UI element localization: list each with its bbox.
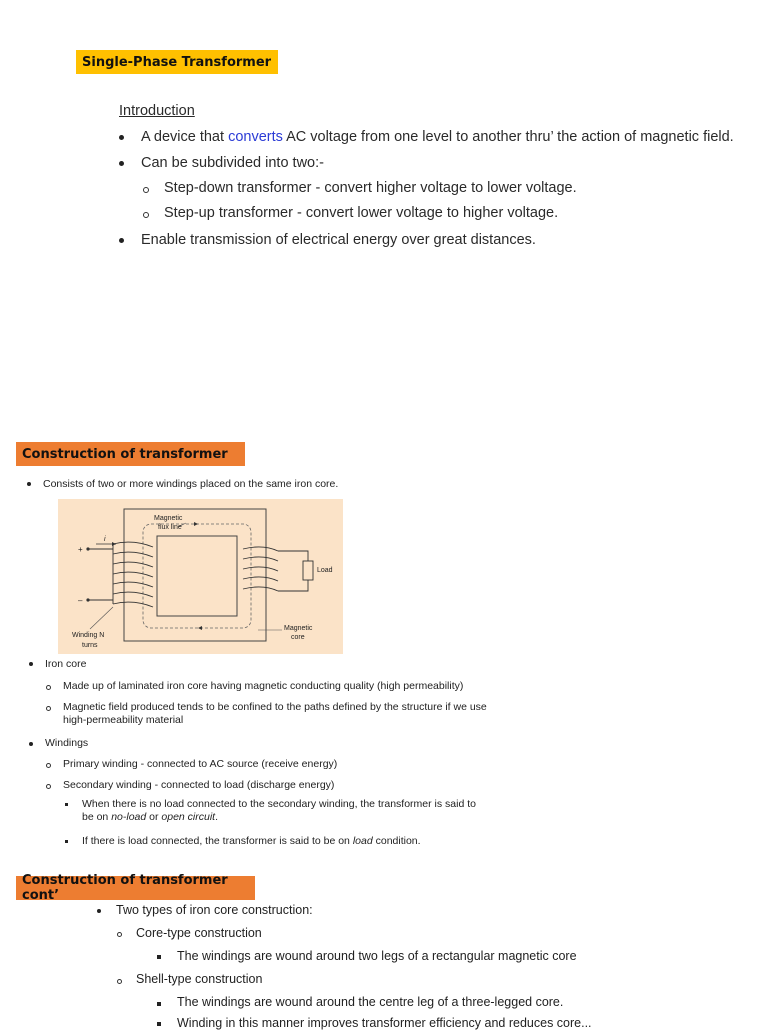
text-line: high-permeability material (63, 714, 184, 726)
circle-bullet-icon (117, 979, 122, 984)
core-outer (124, 509, 266, 641)
circle-bullet-icon (143, 187, 149, 193)
label-flux-2: flux line (158, 524, 182, 531)
text-fragment: A device that (141, 129, 229, 145)
label-minus: – (78, 596, 83, 605)
primary-winding (113, 542, 153, 607)
circle-bullet-icon (46, 763, 51, 768)
text-fragment: or (146, 811, 162, 823)
iron-core-sub-2 (63, 701, 487, 727)
text-fragment: If there is load connected, the transformer is said to be on (82, 835, 353, 847)
label-current: i (104, 536, 106, 543)
bullet-icon (27, 482, 31, 486)
construction-bullet-1: Consists of two or more windings placed on the same iron core. (43, 478, 339, 490)
bullet-icon (119, 238, 124, 243)
label-winding-2: turns (82, 642, 98, 649)
windings-heading: Windings (45, 737, 89, 749)
section-title-single-phase: Single-Phase Transformer (76, 50, 278, 74)
core-window (157, 536, 237, 616)
iron-core-sub-1: Made up of laminated iron core having magnetic conducting quality (high permeability) (63, 680, 464, 692)
circle-bullet-icon (46, 706, 51, 711)
section-title-construction: Construction of transformer (16, 442, 245, 466)
label-flux: Magnetic (154, 515, 183, 522)
text-fragment: AC voltage from one level to another thru’ the action of magnetic field. (282, 129, 734, 145)
windings-sub-2: Secondary winding - connected to load (discharge energy) (63, 779, 335, 791)
secondary-winding (243, 547, 278, 591)
circle-bullet-icon (117, 932, 122, 937)
italic-term: load (352, 835, 373, 847)
intro-sub-2: Step-up transformer - convert lower voltage to higher voltage. (164, 205, 559, 221)
square-bullet-icon (65, 803, 68, 806)
italic-term: open circuit (161, 811, 216, 823)
intro-heading: Introduction (119, 103, 195, 119)
cont-bullet-1: Two types of iron core construction: (116, 903, 313, 917)
circle-bullet-icon (143, 212, 149, 218)
windings-detail-1 (82, 798, 476, 824)
bullet-icon (119, 135, 124, 140)
text-fragment: condition. (372, 835, 421, 847)
square-bullet-icon (65, 840, 68, 843)
load-resistor (303, 561, 313, 580)
italic-term: no-load (111, 811, 147, 823)
cont-detail-2: The windings are wound around the centre leg of a three-legged core. (177, 995, 564, 1009)
iron-core-heading: Iron core (45, 658, 87, 670)
bullet-icon (97, 909, 101, 913)
cont-sub-2: Shell-type construction (136, 972, 263, 986)
label-winding: Winding N (72, 632, 105, 639)
cont-detail-1: The windings are wound around two legs of a rectangular magnetic core (177, 949, 577, 963)
label-plus: + (78, 545, 83, 554)
text-line (82, 811, 476, 824)
bullet-icon (29, 742, 33, 746)
windings-detail-2 (82, 835, 421, 848)
flux-line (143, 524, 251, 628)
text-line: When there is no load connected to the secondary winding, the transformer is said to (82, 798, 476, 810)
square-bullet-icon (157, 1022, 161, 1026)
label-core-2: core (291, 634, 305, 641)
circle-bullet-icon (46, 784, 51, 789)
circle-bullet-icon (46, 685, 51, 690)
transformer-diagram-svg (58, 499, 343, 654)
highlighted-word: converts (228, 129, 283, 145)
section-title-construction-cont: Construction of transformer cont’ (16, 876, 255, 900)
label-load: Load (317, 567, 333, 574)
intro-bullet-3: Enable transmission of electrical energy over great distances. (141, 232, 536, 248)
text-fragment: . (215, 811, 219, 823)
bullet-icon (29, 662, 33, 666)
label-core: Magnetic (284, 625, 313, 632)
transformer-diagram (58, 499, 343, 654)
intro-bullet-1 (141, 129, 734, 145)
text-line: Magnetic field produced tends to be confined to the paths defined by the structure if we use (63, 701, 487, 713)
cont-sub-1: Core-type construction (136, 926, 262, 940)
square-bullet-icon (157, 1002, 161, 1006)
cont-detail-3: Winding in this manner improves transformer efficiency and reduces core... (177, 1016, 592, 1030)
text-fragment: be on (82, 811, 112, 823)
square-bullet-icon (157, 955, 161, 959)
intro-sub-1: Step-down transformer - convert higher voltage to lower voltage. (164, 180, 577, 196)
windings-sub-1: Primary winding - connected to AC source (receive energy) (63, 758, 338, 770)
bullet-icon (119, 161, 124, 166)
intro-bullet-2: Can be subdivided into two:- (141, 155, 324, 171)
